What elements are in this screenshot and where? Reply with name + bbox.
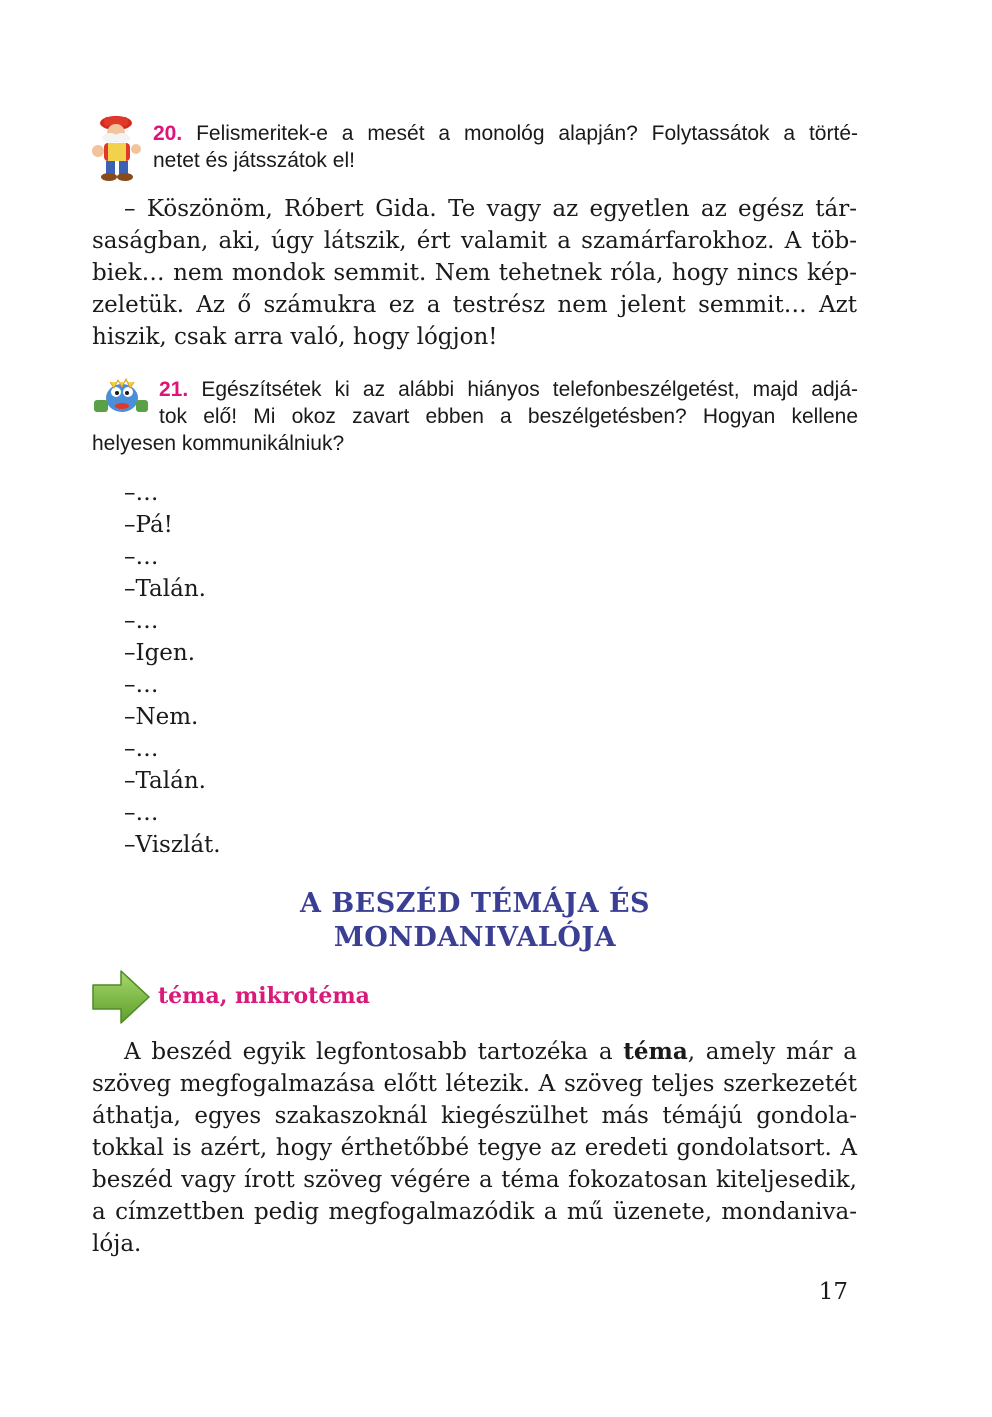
dialogue-line: –…: [124, 800, 159, 826]
dialogue-line: –…: [124, 544, 159, 570]
task-21-line-2: tok elő! Mi okoz zavart ebben a beszélgetésben? Hogyan kellene: [159, 405, 858, 428]
quote-paragraph: [92, 193, 857, 353]
dialogue-line: –Talán.: [124, 768, 206, 794]
task-20: [153, 120, 858, 174]
task-20-line-1: 20. Felismeritek-e a mesét a monológ alapján? Folytassátok a törté-: [153, 122, 858, 145]
dialogue-line: –Nem.: [124, 704, 199, 730]
quote-line-5: hiszik, csak arra való, hogy lógjon!: [92, 324, 498, 350]
quote-line-3: biek… nem mondok semmit. Nem tehetnek róla, hogy nincs kép-: [92, 260, 857, 286]
dialogue-line: –Pá!: [124, 512, 173, 538]
section-title-line-1: A BESZÉD TÉMÁJA ÉS: [299, 888, 651, 919]
task-21-number: 21.: [159, 378, 189, 401]
dialogue-line: –…: [124, 608, 159, 634]
task-20-line-2: netet és játsszátok el!: [153, 149, 355, 172]
body-line-3: áthatja, egyes szakaszoknál kiegészülhet más témájú gondola-: [92, 1103, 857, 1129]
cartoon-character-icon: [90, 113, 146, 183]
task-21-line-1: 21. Egészítsétek ki az alábbi hiányos telefonbeszélgetést, majd adjá-: [159, 378, 858, 401]
task-21: [92, 376, 858, 457]
phone-dialogue: [124, 477, 221, 861]
body-line-7: lója.: [92, 1231, 142, 1257]
dialogue-line: –…: [124, 480, 159, 506]
task-20-number: 20.: [153, 122, 183, 145]
body-line-6: a címzettben pedig megfogalmazódik a mű üzenete, mondaniva-: [92, 1199, 857, 1225]
dialogue-line: –…: [124, 736, 159, 762]
quote-line-4: zeletük. Az ő számukra ez a testrész nem jelent semmit… Azt: [92, 292, 857, 318]
page-number: 17: [818, 1279, 848, 1305]
quote-line-2: saságban, aki, úgy látszik, ért valamit a szamárfarokhoz. A töb-: [92, 228, 857, 254]
section-title-line-2: MONDANIVALÓJA: [333, 922, 617, 953]
task-21-line-3: helyesen kommunikálniuk?: [92, 432, 345, 455]
body-line-5: beszéd vagy írott szöveg végére a téma fokozatosan kiteljesedik,: [92, 1167, 857, 1193]
dialogue-line: –Igen.: [124, 640, 196, 666]
body-line-1: A beszéd egyik legfontosabb tartozéka a téma, amely már a: [124, 1038, 857, 1065]
quote-line-1: – Köszönöm, Róbert Gida. Te vagy az egyetlen az egész tár-: [124, 196, 857, 222]
section-title: [92, 887, 858, 955]
dialogue-line: –…: [124, 672, 159, 698]
term-tema: téma: [623, 1038, 688, 1065]
body-line-2: szöveg megfogalmazása előtt létezik. A szöveg teljes szerkezetét: [92, 1071, 857, 1097]
dialogue-line: –Talán.: [124, 576, 206, 602]
arrow-right-icon: [91, 969, 151, 1025]
body-line-4: tokkal is azért, hogy érthetőbbé tegye az eredeti gondolatsort. A: [92, 1135, 857, 1161]
dialogue-line: –Viszlát.: [124, 832, 221, 858]
keyword-label: téma, mikrotéma: [158, 983, 370, 1009]
body-paragraph: [92, 1036, 857, 1260]
